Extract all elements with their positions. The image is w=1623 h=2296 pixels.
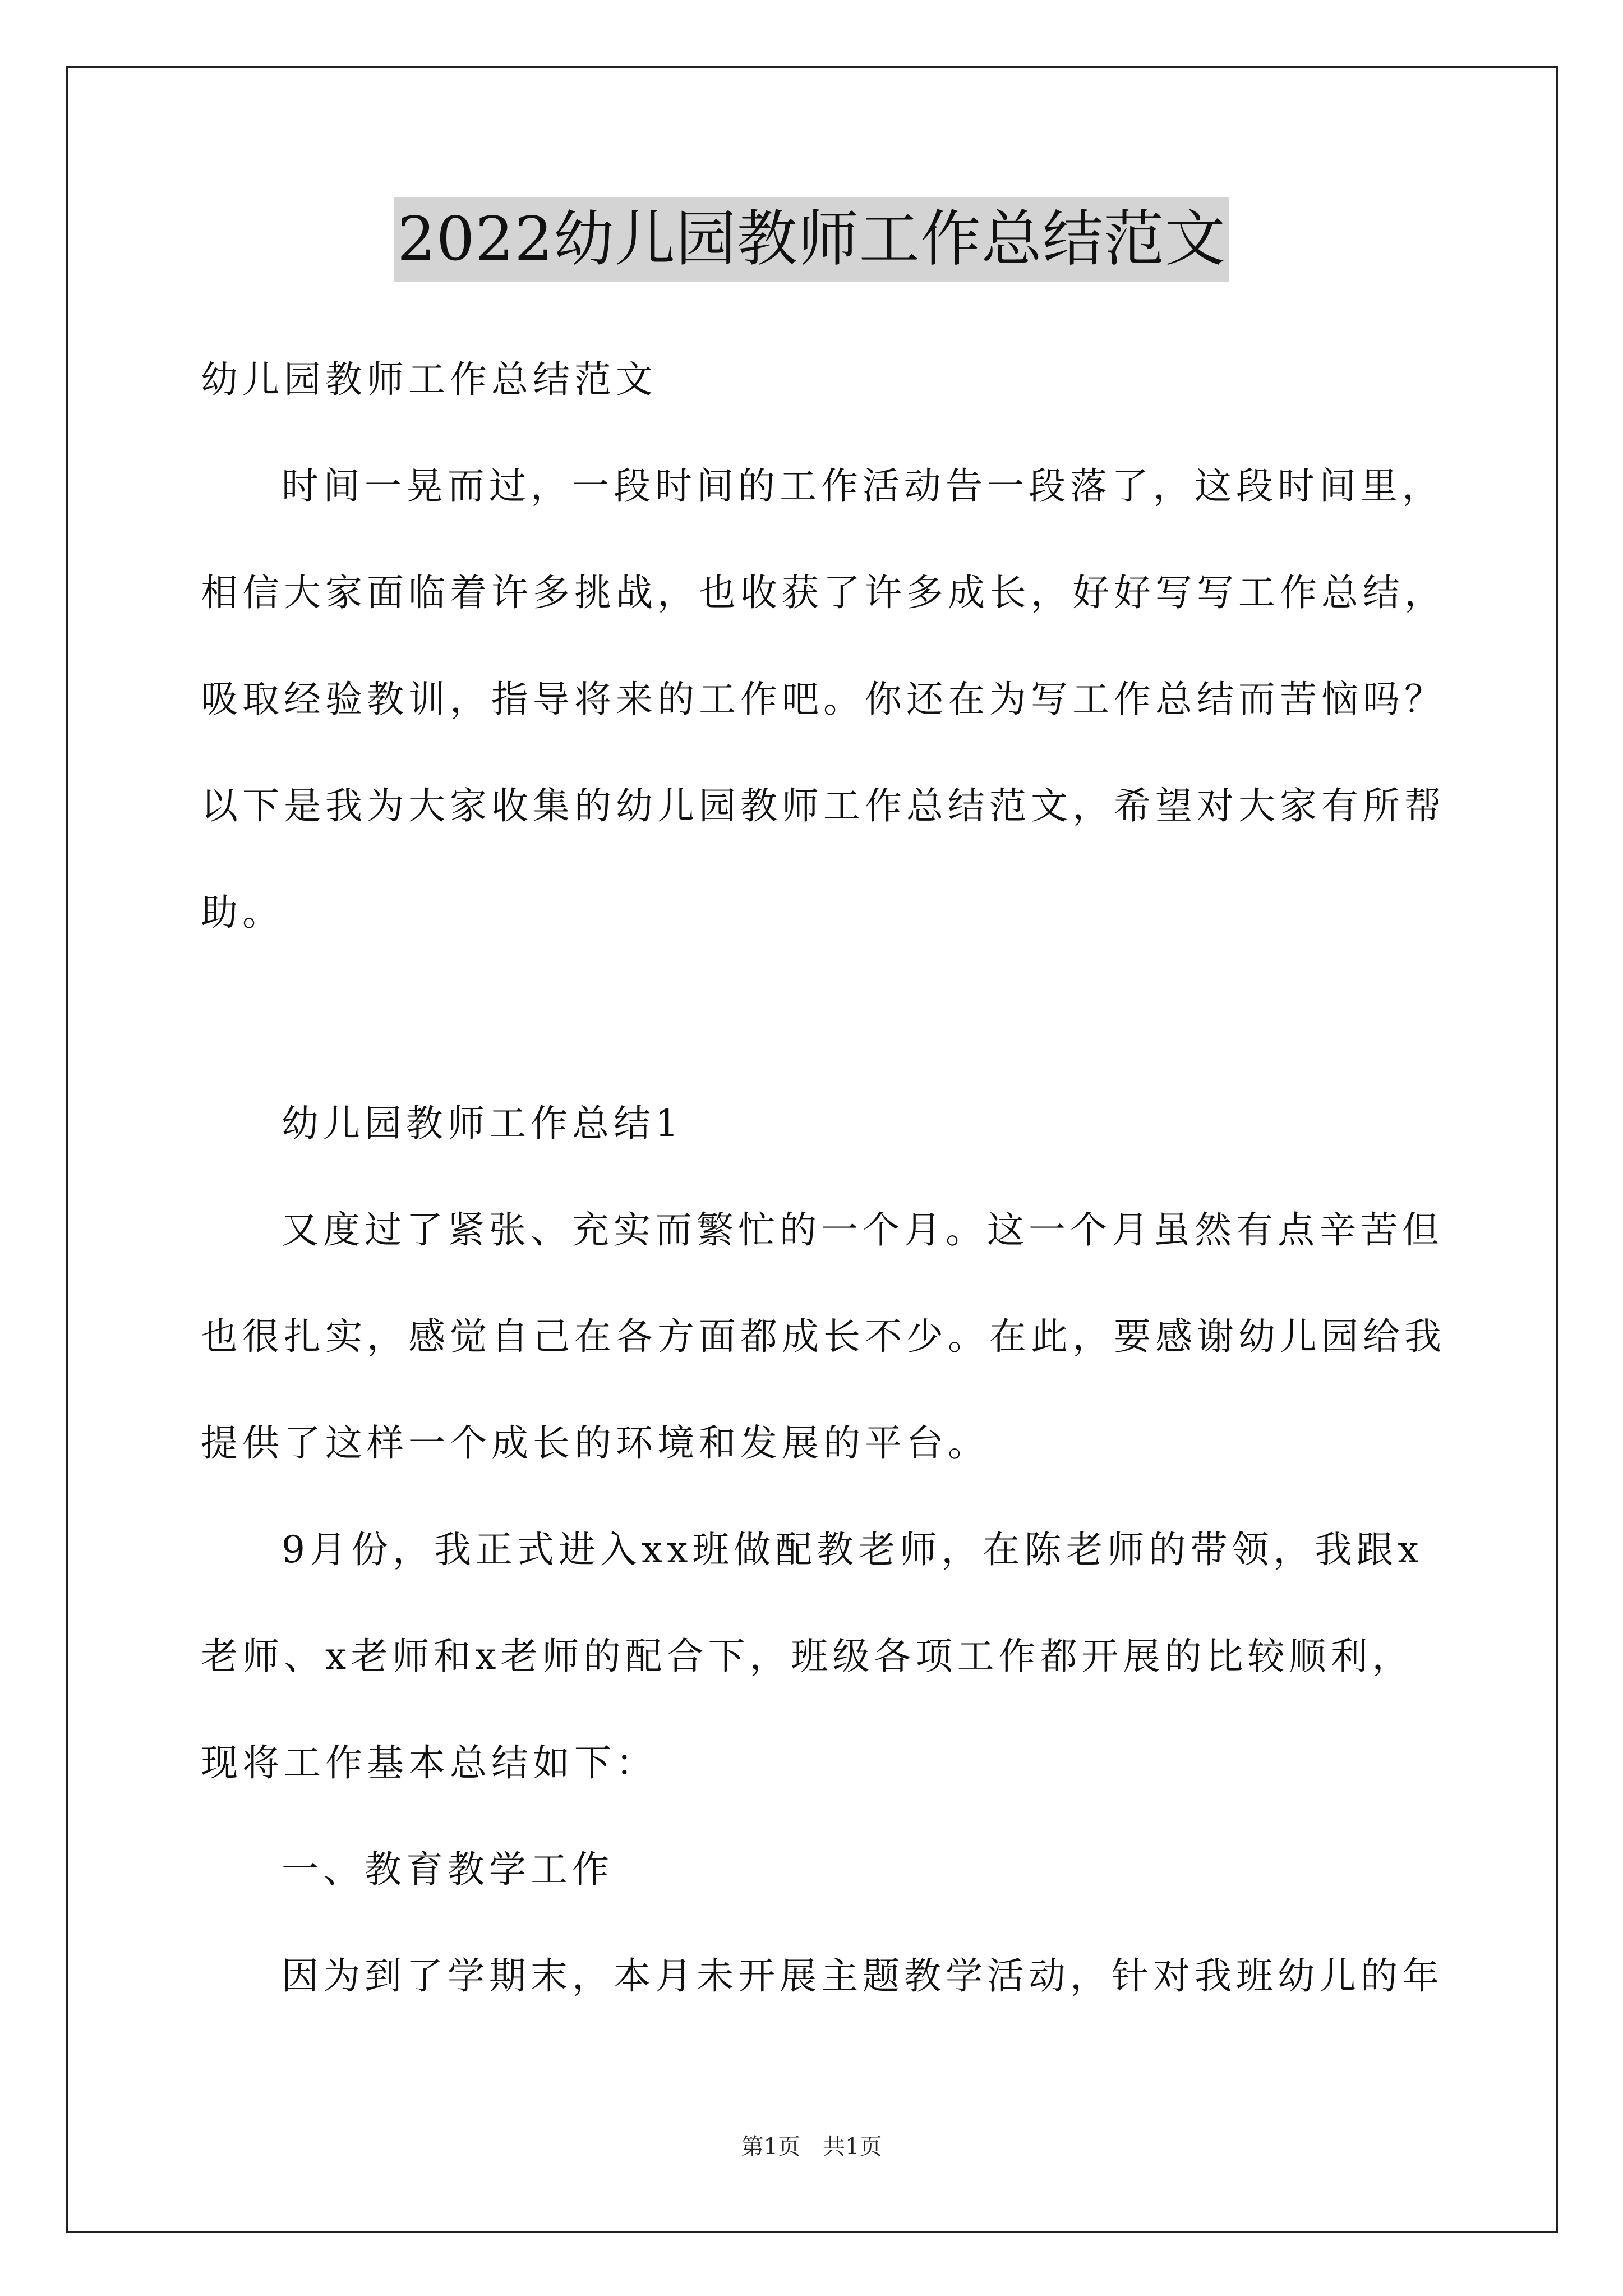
section-heading: 幼儿园教师工作总结1: [282, 1102, 683, 1145]
para1-line-1: 又度过了紧张、充实而繁忙的一个月。这一个月虽然有点辛苦但: [282, 1208, 1444, 1251]
subtitle-line: 幼儿园教师工作总结范文: [201, 358, 657, 401]
intro-line-3: 吸取经验教训，指导将来的工作吧。你还在为写工作总结而苦恼吗？: [201, 678, 1446, 721]
para1-line-3: 提供了这样一个成长的环境和发展的平台。: [201, 1421, 989, 1465]
para3-line-1: 因为到了学期末，本月未开展主题教学活动，针对我班幼儿的年: [282, 1954, 1444, 1998]
intro-line-2: 相信大家面临着许多挑战，也收获了许多成长，好好写写工作总结，: [201, 571, 1446, 614]
intro-line-5: 助。: [201, 891, 284, 934]
intro-line-1: 时间一晃而过，一段时间的工作活动告一段落了，这段时间里，: [282, 464, 1444, 508]
para2-line-3: 现将工作基本总结如下：: [201, 1741, 657, 1784]
para2-line-1: 9月份，我正式进入xx班做配教老师，在陈老师的带领，我跟x: [282, 1528, 1423, 1571]
title-wrap: [0, 197, 1623, 282]
heading-education: 一、教育教学工作: [282, 1848, 614, 1891]
para2-line-2: 老师、x老师和x老师的配合下，班级各项工作都开展的比较顺利，: [201, 1635, 1414, 1678]
para1-line-2: 也很扎实，感觉自己在各方面都成长不少。在此，要感谢幼儿园给我: [201, 1315, 1446, 1358]
page-footer: 第1页 共1页: [741, 2134, 882, 2160]
intro-line-4: 以下是我为大家收集的幼儿园教师工作总结范文，希望对大家有所帮: [201, 784, 1446, 827]
document-title: 2022幼儿园教师工作总结范文: [394, 197, 1229, 282]
